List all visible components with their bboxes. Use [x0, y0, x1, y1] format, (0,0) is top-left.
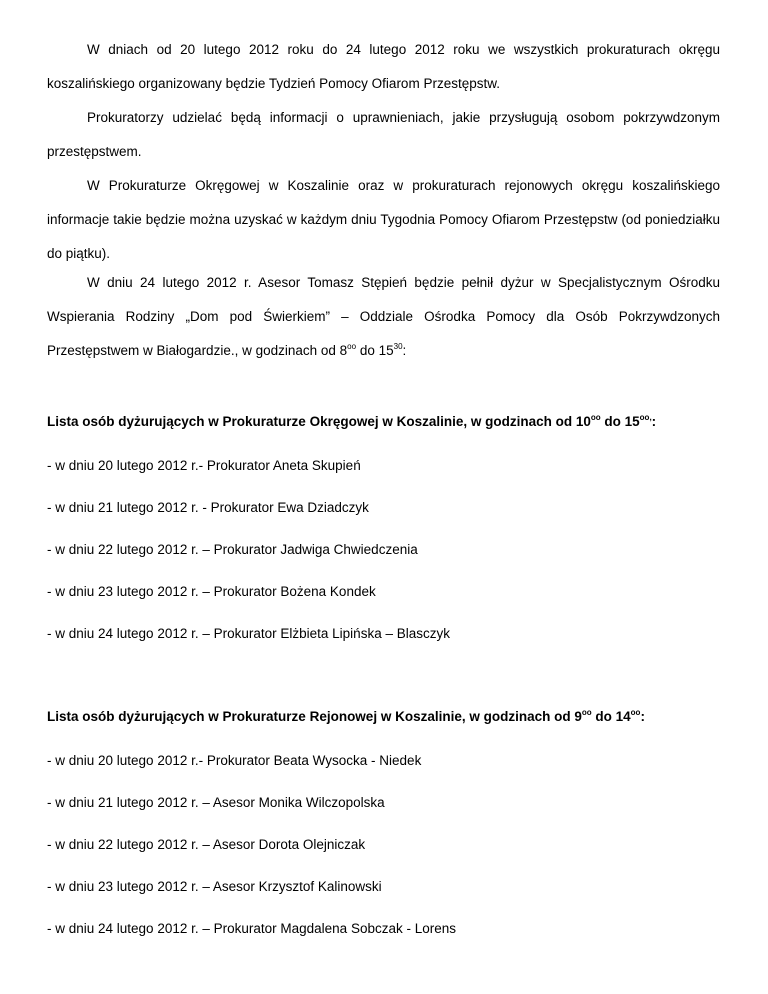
regional-info-paragraph: [47, 169, 720, 271]
list-item: - w dniu 24 lutego 2012 r. – Prokurator Elżbieta Lipińska – Blasczyk: [47, 626, 450, 641]
rejonowa-list-heading: [47, 707, 645, 727]
list-item: - w dniu 24 lutego 2012 r. – Prokurator Magdalena Sobczak - Lorens: [47, 921, 456, 936]
okregowa-heading-sup1: oo: [590, 413, 601, 422]
okregowa-heading-end: :: [651, 414, 657, 429]
intro-text: W dniach od 20 lutego 2012 roku do 24 lutego 2012 roku we wszystkich prokuraturach okręgu koszalińskiego organizowany będzie Tydzień Pomocy Ofiarom Przestępstw.: [47, 42, 720, 91]
rejonowa-heading-sup1: oo: [581, 708, 592, 717]
prosecutors-info-paragraph: [47, 101, 720, 169]
duty-bialogard-text: W dniu 24 lutego 2012 r. Asesor Tomasz Stępień będzie pełnił dyżur w Specjalistycznym Ośrodku Wspierania Rodziny „Dom pod Świerkiem” – Oddziale Ośrodka Pomocy dla Osób Pokrzywdzonych Przestępstwem w Białogardzie., w godzinach od: [47, 275, 720, 358]
rejonowa-heading-text: Lista osób dyżurujących w Prokuraturze Rejonowej w Koszalinie, w godzinach od 9: [47, 709, 582, 724]
rejonowa-heading-sup2: oo: [630, 708, 641, 717]
intro-paragraph: [47, 33, 720, 101]
okregowa-heading-text: Lista osób dyżurujących w Prokuraturze Okręgowej w Koszalinie, w godzinach od 10: [47, 414, 591, 429]
duty-start-hour: 8: [339, 343, 348, 358]
duty-start-minutes: oo: [347, 342, 357, 351]
duty-bialogard-paragraph: [47, 266, 720, 368]
okregowa-heading-sup2: oo,: [639, 413, 652, 422]
list-item: - w dniu 22 lutego 2012 r. – Asesor Dorota Olejniczak: [47, 837, 366, 852]
list-item: - w dniu 20 lutego 2012 r.- Prokurator Aneta Skupień: [47, 458, 361, 473]
regional-info-text: W Prokuraturze Okręgowej w Koszalinie oraz w prokuraturach rejonowych okręgu koszalińskiego informacje takie będzie można uzyskać w każdym dniu Tygodnia Pomocy Ofiarom Przestępstw (od poniedziałku do piątku).: [47, 178, 720, 261]
list-item: - w dniu 23 lutego 2012 r. – Asesor Krzysztof Kalinowski: [47, 879, 382, 894]
okregowa-heading-mid: do 15: [600, 414, 640, 429]
list-item: - w dniu 23 lutego 2012 r. – Prokurator Bożena Kondek: [47, 584, 376, 599]
list-item: - w dniu 22 lutego 2012 r. – Prokurator Jadwiga Chwiedczenia: [47, 542, 418, 557]
list-item: - w dniu 20 lutego 2012 r.- Prokurator Beata Wysocka - Niedek: [47, 753, 422, 768]
list-item: - w dniu 21 lutego 2012 r. - Prokurator Ewa Dziadczyk: [47, 500, 369, 515]
duty-end-hour: do 15: [356, 343, 394, 358]
rejonowa-heading-mid: do 14: [591, 709, 631, 724]
rejonowa-heading-end: :: [640, 709, 645, 724]
duty-end-minutes: 30: [393, 342, 403, 351]
prosecutors-info-text: Prokuratorzy udzielać będą informacji o uprawnieniach, jakie przysługują osobom pokrzywdzonym przestępstwem.: [47, 110, 720, 159]
list-item: - w dniu 21 lutego 2012 r. – Asesor Monika Wilczopolska: [47, 795, 385, 810]
duty-colon: :: [402, 343, 407, 358]
okregowa-list-heading: [47, 412, 656, 432]
